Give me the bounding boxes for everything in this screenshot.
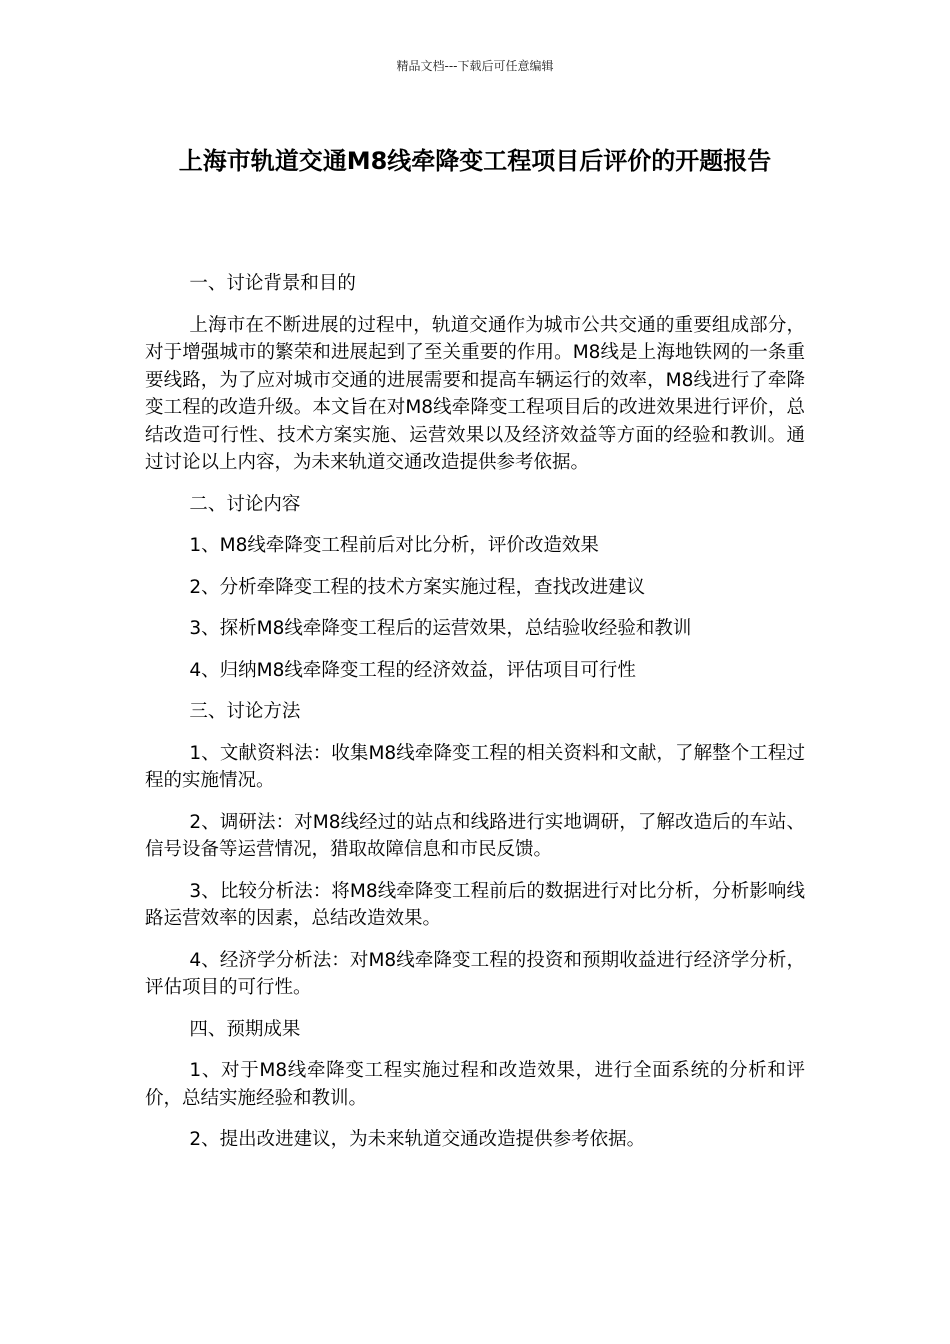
background-paragraph: 上海市在不断进展的过程中，轨道交通作为城市公共交通的重要组成部分，对于增强城市的繁荣和进展起到了至关重要的作用。M8线是上海地铁网的一条重要线路，为了应对城市交通的进展需要和提高车辆运行的效率，M8线进行了牵降变工程的改造升级。本文旨在对M8线牵降变工程项目后的改进效果进行评价，总结改造可行性、技术方案实施、运营效果以及经济效益等方面的经验和教训。通过讨论以上内容，为未来轨道交通改造提供参考依据。 — [145, 314, 805, 473]
document-body — [145, 270, 805, 1168]
section-heading-background: 一、讨论背景和目的 — [189, 273, 356, 294]
method-item: 3、比较分析法：将M8线牵降变工程前后的数据进行对比分析，分析影响线路运营效率的因素，总结改造效果。 — [145, 880, 805, 929]
method-item: 4、经济学分析法：对M8线牵降变工程的投资和预期收益进行经济学分析，评估项目的可行性。 — [145, 949, 805, 998]
section-heading-results: 四、预期成果 — [189, 1018, 301, 1040]
section-heading-content: 二、讨论内容 — [189, 493, 301, 515]
content-item: 2、分析牵降变工程的技术方案实施过程，查找改进建议 — [189, 576, 646, 598]
results-item: 2、提出改进建议，为未来轨道交通改造提供参考依据。 — [189, 1129, 646, 1150]
method-item: 1、文献资料法：收集M8线牵降变工程的相关资料和文献，了解整个工程过程的实施情况。 — [145, 742, 805, 791]
header-note: 精品文档---下载后可任意编辑 — [396, 59, 554, 73]
content-item: 1、M8线牵降变工程前后对比分析，评价改造效果 — [189, 535, 599, 556]
section-heading-method: 三、讨论方法 — [189, 701, 301, 722]
content-item: 4、归纳M8线牵降变工程的经济效益，评估项目可行性 — [189, 659, 636, 681]
document-title: 上海市轨道交通M8线牵降变工程项目后评价的开题报告 — [178, 147, 772, 175]
results-item: 1、对于M8线牵降变工程实施过程和改造效果，进行全面系统的分析和评价，总结实施经验和教训。 — [145, 1060, 805, 1109]
content-item: 3、探析M8线牵降变工程后的运营效果，总结验收经验和教训 — [189, 618, 692, 639]
method-item: 2、调研法：对M8线经过的站点和线路进行实地调研，了解改造后的车站、信号设备等运营情况，猎取故障信息和市民反馈。 — [145, 811, 805, 860]
